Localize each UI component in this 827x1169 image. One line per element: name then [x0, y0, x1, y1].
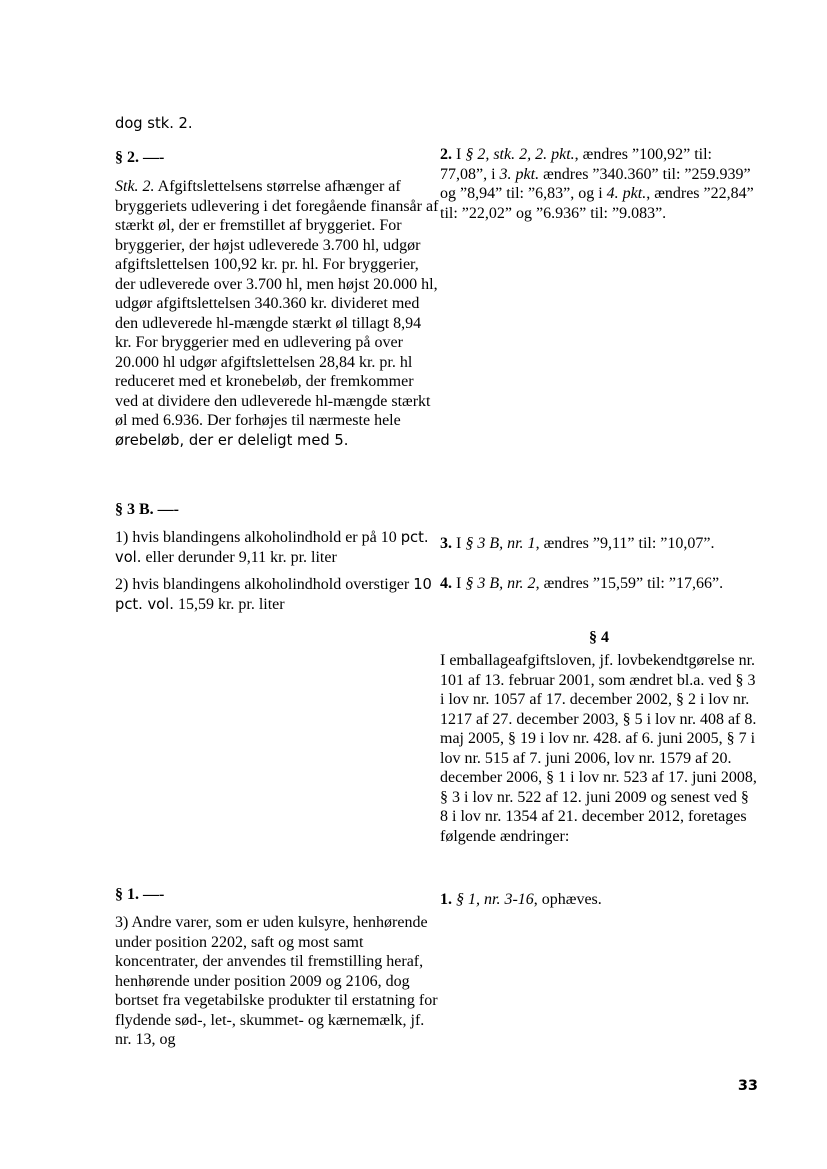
- left-continuation-line: dog stk. 2.: [115, 115, 193, 132]
- section-4-heading: § 4: [589, 629, 609, 646]
- amendment-2: 2. I § 2, stk. 2, 2. pkt., ændres ”100,92” til: 77,08”, i 3. pkt. ændres ”340.360” til: ”259.939” og ”8,94” til: ”6,83”, og i 4. pkt., ændres ”22,84” til: ”22,02” og ”6.936” til: ”9.083”.: [440, 146, 754, 222]
- section-3b-heading: § 3 B. —-: [115, 501, 179, 518]
- section-3b-item-2: 2) hvis blandingens alkoholindhold overstiger 10 pct. vol. 15,59 kr. pr. liter: [115, 576, 432, 613]
- section-2-body: Stk. 2. Afgiftslettelsens størrelse afhænger af bryggeriets udlevering i det foregående finansår af stærkt øl, der er fremstillet af bryggeriet. For bryggerier, der højst udleverede 3.700 hl, udgør afgiftslettelsen 100,92 kr. pr. hl. For bryggerier, der udleverede over 3.700 hl, men højst 20.000 hl, udgør afgiftslettelsen 340.360 kr. divideret med den udleverede hl-mængde stærkt øl tillagt 8,94 kr. For bryggerier med en udlevering på over 20.000 hl udgør afgiftslettelsen 28,84 kr. pr. hl reduceret med et kronebeløb, der fremkommer ved at dividere den udleverede hl-mængde stærkt øl med 6.936. Der forhøjes til nærmeste hele ørebeløb, der er deleligt med 5.: [115, 178, 439, 449]
- amendment-3: 3. I § 3 B, nr. 1, ændres ”9,11” til: ”10,07”.: [440, 535, 715, 552]
- section-2-heading: § 2. —-: [115, 149, 165, 166]
- section-3b-item-1: 1) hvis blandingens alkoholindhold er på 10 pct. vol. eller derunder 9,11 kr. pr. liter: [115, 529, 429, 566]
- page-number: 33: [737, 1078, 758, 1094]
- section-1-body: 3) Andre varer, som er uden kulsyre, henhørende under position 2202, saft og most samt koncentrater, der anvendes til fremstilling heraf, henhørende under position 2009 og 2106, dog bortset fra vegetabilske produkter til erstatning for flydende sød-, let-, skummet- og kærnemælk, jf. nr. 13, og: [115, 914, 438, 1048]
- section-1-heading: § 1. —-: [115, 886, 165, 903]
- amendment-1: 1. § 1, nr. 3-16, ophæves.: [440, 891, 602, 908]
- amendment-4: 4. I § 3 B, nr. 2, ændres ”15,59” til: ”17,66”.: [440, 575, 724, 592]
- section-4-body: I emballageafgiftsloven, jf. lovbekendtgørelse nr. 101 af 13. februar 2001, som ændret bl.a. ved § 3 i lov nr. 1057 af 17. december 2002, § 2 i lov nr. 1217 af 27. december 2003, § 5 i lov nr. 408 af 8. maj 2005, § 19 i lov nr. 428. af 6. juni 2005, § 7 i lov nr. 515 af 7. juni 2006, lov nr. 1579 af 20. december 2006, § 1 i lov nr. 523 af 17. juni 2008, § 3 i lov nr. 522 af 12. juni 2009 og senest ved § 8 i lov nr. 1354 af 21. december 2012, foretages følgende ændringer:: [440, 652, 757, 845]
